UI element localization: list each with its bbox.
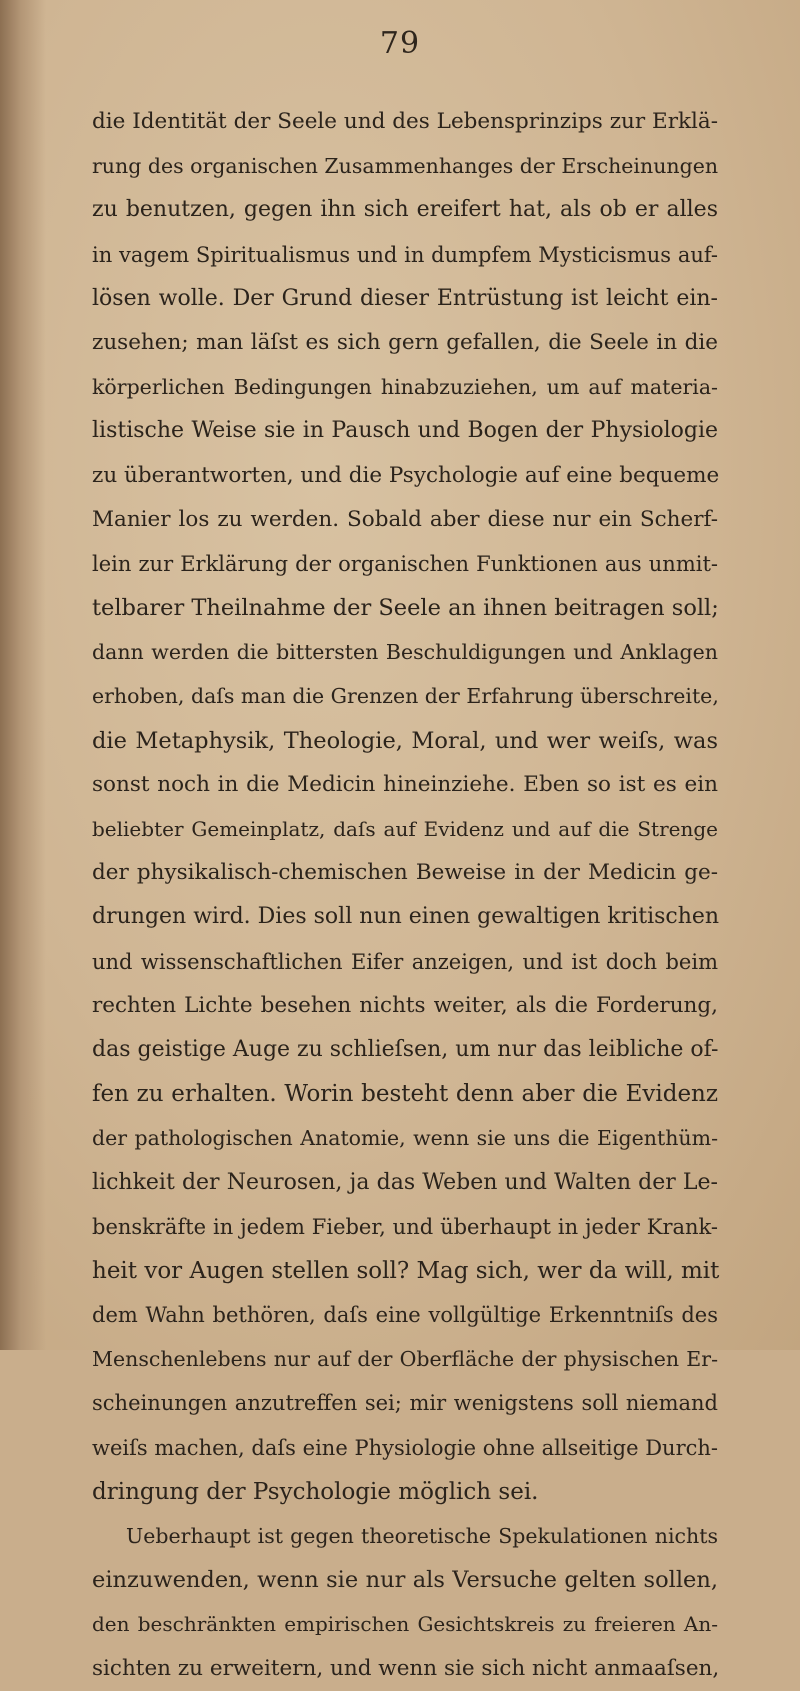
text-line: lichkeit der Neurosen, ja das Weben und Walten der Le-	[92, 1169, 718, 1195]
text-line: dann werden die bittersten Beschuldigungen und Anklagen	[92, 640, 718, 665]
text-line: einzuwenden, wenn sie nur als Versuche gelten sollen,	[92, 1567, 718, 1594]
text-line: Manier los zu werden. Sobald aber diese nur ein Scherf-	[92, 506, 718, 532]
text-line: fen zu erhalten. Worin besteht denn aber die Evidenz	[92, 1081, 718, 1108]
text-line: die Identität der Seele und des Lebensprinzips zur Erklä-	[92, 109, 718, 134]
text-line: lösen wolle. Der Grund dieser Entrüstung ist leicht ein-	[92, 285, 718, 311]
text-line: körperlichen Bedingungen hinabzuziehen, um auf materia-	[92, 375, 718, 400]
text-line: lein zur Erklärung der organischen Funktionen aus unmit-	[92, 551, 718, 576]
text-line: erhoben, daſs man die Grenzen der Erfahrung überschreite,	[92, 684, 719, 709]
text-line: scheinungen anzutreffen sei; mir wenigstens soll niemand	[92, 1391, 718, 1416]
text-line: benskräfte in jedem Fieber, und überhaupt in jeder Krank-	[92, 1214, 718, 1239]
page-number: 79	[379, 26, 421, 61]
text-line: dem Wahn bethören, daſs eine vollgültige Erkenntniſs des	[92, 1303, 718, 1328]
text-line: rung des organischen Zusammenhanges der Erscheinungen	[92, 154, 719, 179]
text-line: zu benutzen, gegen ihn sich ereifert hat, als ob er alles	[92, 197, 718, 223]
text-line: rechten Lichte besehen nichts weiter, als die Forderung,	[92, 992, 718, 1018]
text-line: der physikalisch-chemischen Beweise in der Medicin ge-	[92, 860, 718, 886]
text-line: drungen wird. Dies soll nun einen gewaltigen kritischen	[92, 904, 720, 930]
page-gutter-shadow	[0, 0, 46, 1350]
text-line: zusehen; man läſst es sich gern gefallen, die Seele in die	[92, 329, 718, 355]
text-line: in vagem Spiritualismus und in dumpfem Mysticismus auf-	[92, 242, 718, 267]
text-line: das geistige Auge zu schlieſsen, um nur das leibliche of-	[92, 1036, 719, 1062]
body-text	[92, 100, 718, 1691]
text-line: Ueberhaupt ist gegen theoretische Spekulationen nichts	[126, 1524, 718, 1548]
text-line: heit vor Augen stellen soll? Mag sich, wer da will, mit	[92, 1257, 720, 1284]
text-line: dringung der Psychologie möglich sei.	[92, 1478, 539, 1505]
text-line: zu überantworten, und die Psychologie auf eine bequeme	[92, 462, 720, 488]
text-line: der pathologischen Anatomie, wenn sie uns die Eigenthüm-	[92, 1126, 718, 1151]
text-line: sichten zu erweitern, und wenn sie sich nicht anmaaſsen,	[92, 1655, 720, 1681]
text-line: weiſs machen, daſs eine Physiologie ohne allseitige Durch-	[92, 1435, 718, 1460]
text-line: beliebter Gemeinplatz, daſs auf Evidenz und auf die Strenge	[92, 817, 718, 841]
text-line: und wissenschaftlichen Eifer anzeigen, und ist doch beim	[92, 949, 718, 974]
text-line: Menschenlebens nur auf der Oberfläche der physischen Er-	[92, 1347, 718, 1372]
text-line: sonst noch in die Medicin hineinziehe. Eben so ist es ein	[92, 771, 718, 797]
text-line: listische Weise sie in Pausch und Bogen der Physiologie	[92, 418, 718, 444]
text-line: telbarer Theilnahme der Seele an ihnen beitragen soll;	[92, 595, 719, 622]
text-line: den beschränkten empirischen Gesichtskreis zu freieren An-	[92, 1612, 718, 1637]
text-line: die Metaphysik, Theologie, Moral, und wer weiſs, was	[92, 727, 718, 754]
